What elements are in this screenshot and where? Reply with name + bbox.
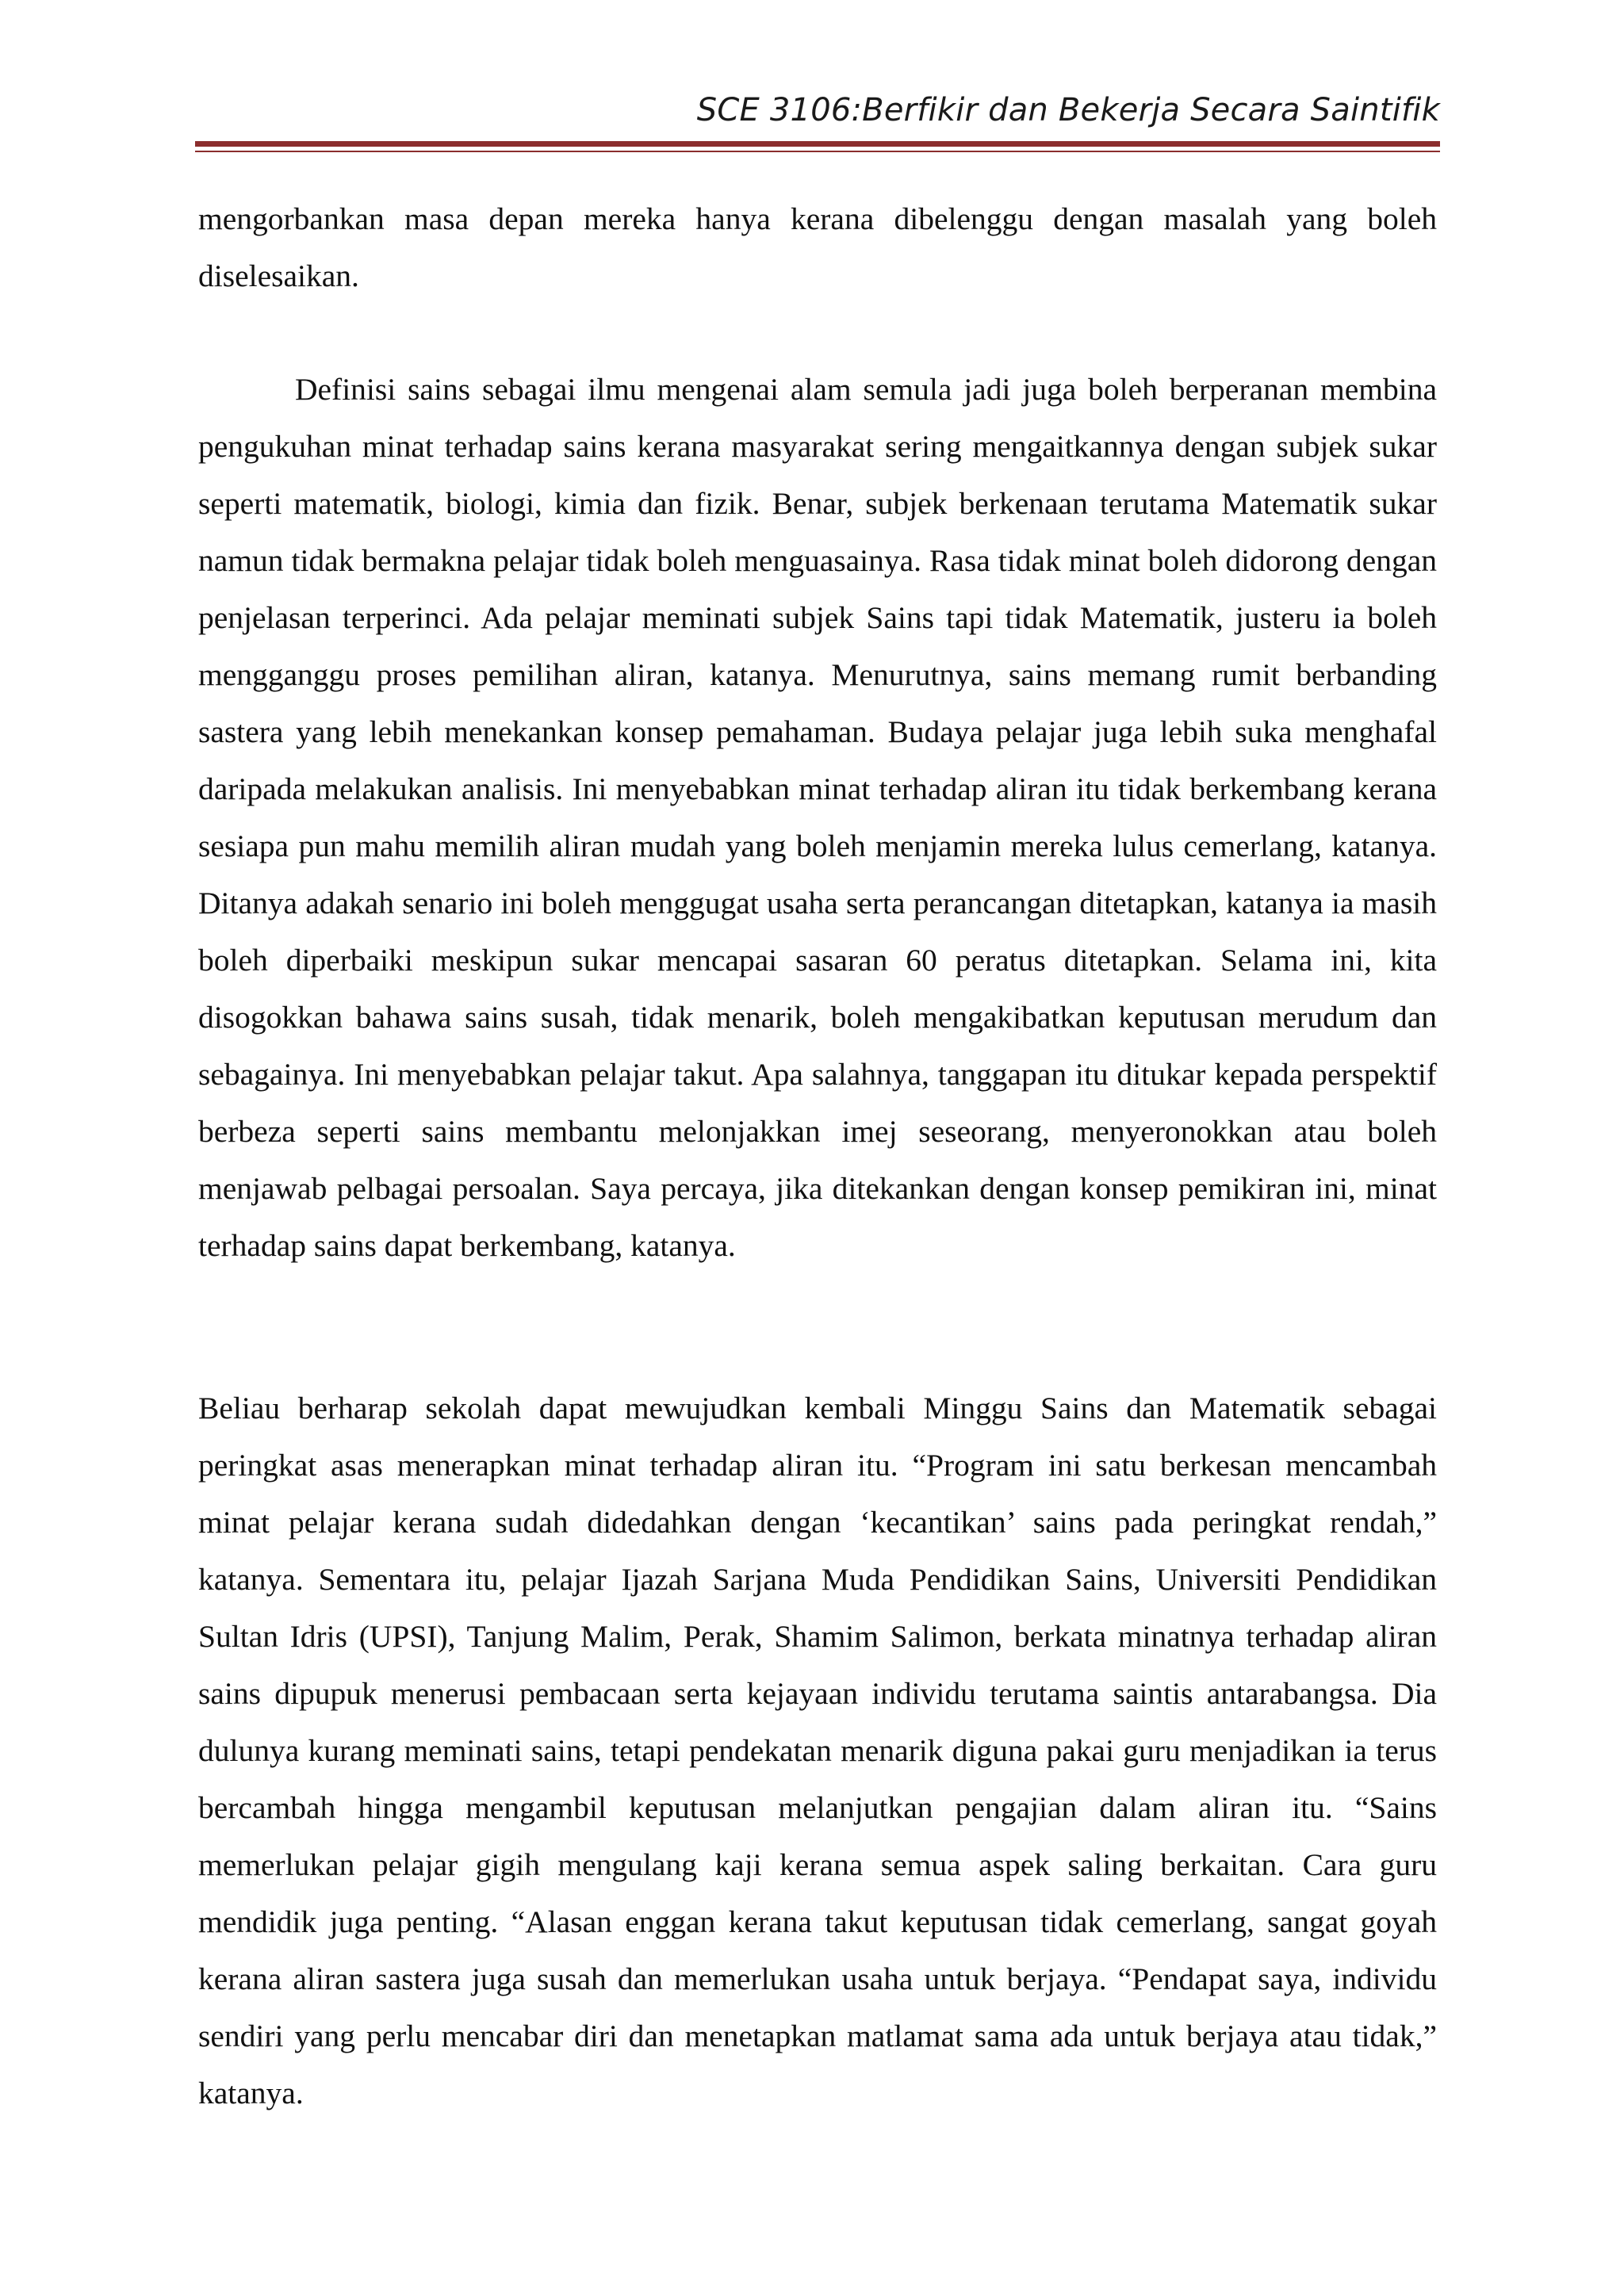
header-rule-thick (195, 141, 1440, 147)
paragraph-3: Beliau berharap sekolah dapat mewujudkan kembali Minggu Sains dan Matematik sebagai peringkat asas menerapkan minat terhadap aliran itu. “Program ini satu berkesan mencambah minat pelajar kerana sudah didedahkan dengan ‘kecantikan’ sains pada peringkat rendah,” katanya. Sementara itu, pelajar Ijazah Sarjana Muda Pendidikan Sains, Universiti Pendidikan Sultan Idris (UPSI), Tanjung Malim, Perak, Shamim Salimon, berkata minatnya terhadap aliran sains dipupuk menerusi pembacaan serta kejayaan individu terutama saintis antarabangsa. Dia dulunya kurang meminati sains, tetapi pendekatan menarik diguna pakai guru menjadikan ia terus bercambah hingga mengambil keputusan melanjutkan pengajian dalam aliran itu. “Sains memerlukan pelajar gigih mengulang kaji kerana semua aspek saling berkaitan. Cara guru mendidik juga penting. “Alasan enggan kerana takut keputusan tidak cemerlang, sangat goyah kerana aliran sastera juga susah dan memerlukan usaha untuk berjaya. “Pendapat saya, individu sendiri yang perlu mencabar diri dan menetapkan matlamat sama ada untuk berjaya atau tidak,” katanya. (198, 1391, 1437, 2110)
paragraph-1: mengorbankan masa depan mereka hanya kerana dibelenggu dengan masalah yang boleh diselesaikan. (198, 201, 1437, 293)
header-rule-thin (195, 151, 1440, 152)
running-header-title: SCE 3106:Berfikir dan Bekerja Secara Saintifik (696, 92, 1440, 128)
paragraph-2: Definisi sains sebagai ilmu mengenai alam semula jadi juga boleh berperanan membina pengukuhan minat terhadap sains kerana masyarakat sering mengaitkannya dengan subjek sukar seperti matematik, biologi, kimia dan fizik. Benar, subjek berkenaan terutama Matematik sukar namun tidak bermakna pelajar tidak boleh menguasainya. Rasa tidak minat boleh didorong dengan penjelasan terperinci. Ada pelajar meminati subjek Sains tapi tidak Matematik, justeru ia boleh mengganggu proses pemilihan aliran, katanya. Menurutnya, sains memang rumit berbanding sastera yang lebih menekankan konsep pemahaman. Budaya pelajar juga lebih suka menghafal daripada melakukan analisis. Ini menyebabkan minat terhadap aliran itu tidak berkembang kerana sesiapa pun mahu memilih aliran mudah yang boleh menjamin mereka lulus cemerlang, katanya. Ditanya adakah senario ini boleh menggugat usaha serta perancangan ditetapkan, katanya ia masih boleh diperbaiki meskipun sukar mencapai sasaran 60 peratus ditetapkan. Selama ini, kita disogokkan bahawa sains susah, tidak menarik, boleh mengakibatkan keputusan merudum dan sebagainya. Ini menyebabkan pelajar takut. Apa salahnya, tanggapan itu ditukar kepada perspektif berbeza seperti sains membantu melonjakkan imej seseorang, menyeronokkan atau boleh menjawab pelbagai persoalan. Saya percaya, jika ditekankan dengan konsep pemikiran ini, minat terhadap sains dapat berkembang, katanya. (198, 372, 1437, 1263)
